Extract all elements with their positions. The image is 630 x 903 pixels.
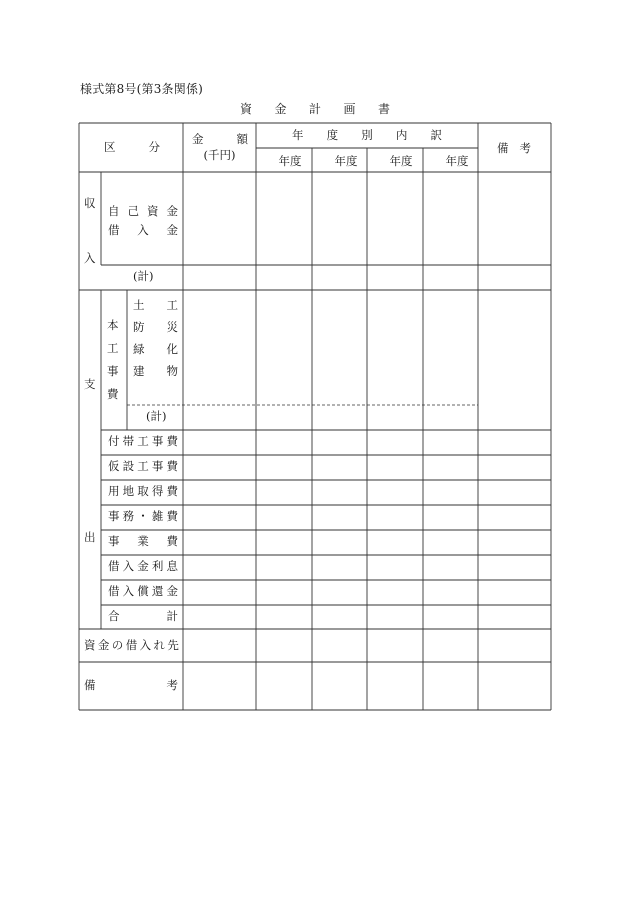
spaced-char: 内: [395, 128, 408, 142]
spaced-char: 借: [108, 559, 120, 573]
expense-row-youchi-shutokuhi: [108, 486, 178, 498]
honkoji-label-char: 工: [107, 341, 119, 355]
spaced-char: 事: [108, 534, 120, 548]
spaced-char: 付: [108, 434, 120, 448]
spaced-char: 自: [108, 204, 120, 218]
spaced-char: 資: [240, 102, 253, 116]
spaced-char: 工: [137, 434, 149, 448]
spaced-char: 金: [166, 204, 178, 218]
honkoji-subtotal: (計): [146, 409, 167, 423]
spaced-char: ・: [137, 509, 149, 523]
honkoji-item-dokou: [133, 300, 178, 312]
spaced-char: 合: [108, 609, 120, 623]
spaced-char: 物: [166, 364, 178, 378]
spaced-char: 別: [361, 128, 373, 142]
spaced-char: 工: [137, 459, 149, 473]
remarks-label: [84, 680, 178, 692]
spaced-char: 入: [122, 584, 135, 598]
borrowing-source-label: 資金の借入れ先: [84, 638, 182, 652]
honkoji-label-char: 本: [107, 318, 119, 332]
spaced-char: 土: [133, 298, 145, 312]
spaced-char: 己: [127, 204, 139, 218]
expense-section-char-2: 出: [84, 530, 96, 544]
spaced-char: 費: [166, 534, 178, 548]
honkoji-label-char: 費: [107, 387, 119, 401]
spaced-char: 資: [147, 204, 159, 218]
spaced-char: 画: [343, 102, 356, 116]
spaced-char: 還: [151, 584, 164, 598]
expense-row-futai-kojihi: [108, 436, 178, 448]
header-nendo-betsu-uchiwake: [292, 130, 442, 142]
spaced-char: 備: [497, 141, 509, 155]
spaced-char: 費: [166, 459, 178, 473]
header-nendo-col-4: 年度: [445, 154, 469, 168]
spaced-char: 額: [236, 132, 248, 146]
spaced-char: 金: [166, 223, 178, 237]
spaced-char: 帯: [122, 434, 135, 448]
spaced-char: 金: [137, 559, 149, 573]
spaced-char: 事: [108, 509, 120, 523]
spaced-char: 事: [151, 459, 164, 473]
spaced-char: 得: [151, 484, 164, 498]
header-nendo-col-1: 年度: [278, 154, 302, 168]
spaced-char: 息: [166, 559, 178, 573]
spaced-char: 計: [166, 609, 178, 623]
spaced-char: 分: [148, 140, 160, 154]
spaced-char: 雑: [151, 509, 164, 523]
spaced-char: 借: [108, 223, 120, 237]
expense-row-kariirekin-risoku: [108, 561, 178, 573]
spaced-char: 年: [292, 128, 304, 142]
header-nendo-col-2: 年度: [334, 154, 358, 168]
expense-row-goukei: [108, 611, 178, 623]
spaced-char: 化: [166, 342, 178, 356]
income-row-jiko-shikin: [108, 206, 178, 218]
spaced-char: 工: [166, 298, 178, 312]
income-section-char-1: 収: [84, 196, 96, 210]
honkoji-item-bousai: [133, 322, 178, 334]
expense-row-kariire-shoukankin: [108, 586, 178, 598]
spaced-char: 書: [377, 102, 390, 116]
spaced-char: 償: [137, 584, 149, 598]
form-number-label: 様式第8号(第3条関係): [80, 82, 204, 96]
spaced-char: 借: [108, 584, 120, 598]
spaced-char: 考: [519, 141, 531, 155]
spaced-char: 利: [151, 559, 164, 573]
spaced-char: 用: [108, 484, 120, 498]
expense-row-jimu-zappi: [108, 511, 178, 523]
spaced-char: 入: [137, 223, 149, 237]
expense-section-char-1: 支: [84, 377, 96, 391]
spaced-char: 設: [122, 459, 135, 473]
spaced-char: 建: [133, 364, 145, 378]
spaced-char: 備: [84, 678, 96, 692]
spaced-char: 仮: [108, 459, 120, 473]
header-biko: [497, 143, 531, 155]
income-subtotal: (計): [133, 269, 154, 283]
income-section-char-2: 入: [84, 251, 96, 265]
expense-row-kasetsu-kojihi: [108, 461, 178, 473]
spaced-char: 度: [326, 128, 339, 142]
honkoji-item-tatemono: [133, 366, 178, 378]
spaced-char: 務: [122, 509, 135, 523]
header-kubun: [104, 142, 160, 154]
spaced-char: 業: [137, 534, 149, 548]
spaced-char: 災: [166, 320, 178, 334]
expense-row-jigyouhi: [108, 536, 178, 548]
header-nendo-col-3: 年度: [389, 154, 413, 168]
spaced-char: 取: [137, 484, 149, 498]
spaced-char: 計: [308, 102, 321, 116]
spaced-char: 緑: [133, 342, 145, 356]
honkoji-item-ryokuka: [133, 344, 178, 356]
spaced-char: 費: [166, 434, 178, 448]
spaced-char: 金: [274, 102, 287, 116]
spaced-char: 費: [166, 484, 178, 498]
spaced-char: 区: [104, 140, 116, 154]
spaced-char: 金: [166, 584, 178, 598]
header-kingaku-unit: (千円): [203, 148, 236, 162]
spaced-char: 入: [122, 559, 135, 573]
spaced-char: 訳: [430, 128, 442, 142]
spaced-char: 防: [133, 320, 145, 334]
spaced-char: 費: [166, 509, 178, 523]
income-row-kariirekin: [108, 225, 178, 237]
header-kingaku: [192, 134, 248, 146]
spaced-char: 金: [192, 132, 204, 146]
honkoji-label-char: 事: [107, 364, 119, 378]
spaced-char: 考: [166, 678, 178, 692]
spaced-char: 事: [151, 434, 164, 448]
spaced-char: 地: [122, 484, 135, 498]
